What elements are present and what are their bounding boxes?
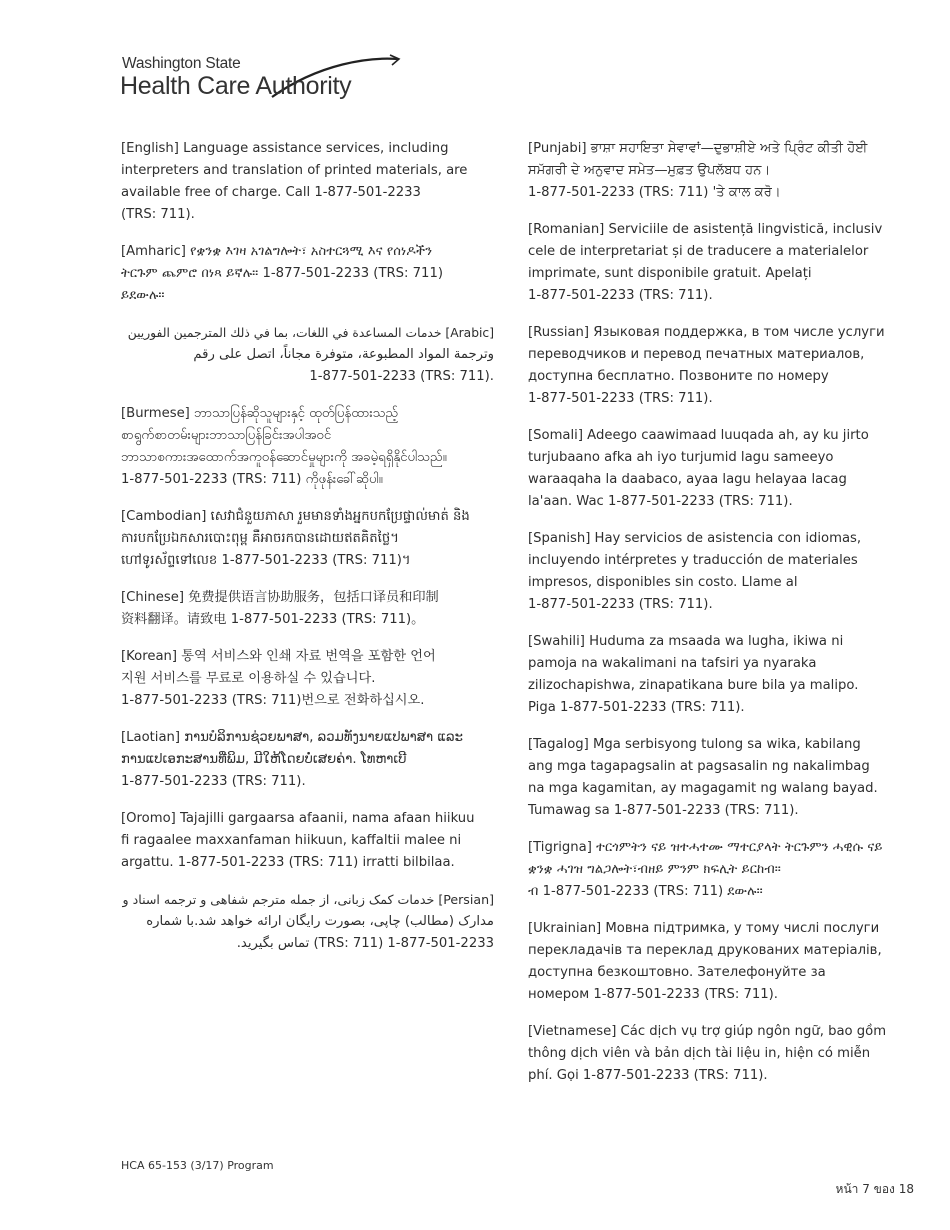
language-notice bbox=[528, 138, 908, 204]
notice-line: ហៅទូរស័ព្ទទៅលេខ 1-877-501-2233 (TRS: 711)។ bbox=[121, 553, 411, 568]
notice-line: [Vietnamese] Các dịch vụ trợ giúp ngôn ngữ, bao gồm bbox=[528, 1024, 887, 1039]
notice-line: (TRS: 711). bbox=[121, 207, 195, 222]
language-notice bbox=[528, 322, 908, 410]
notice-line: [Tigrigna] ተርጎምትን ናይ ዝተሓተሙ ማተርያላት ትርጉምን ሓዊሱ ናይ bbox=[528, 840, 883, 855]
notice-line: imprimate, sunt disponibile gratuit. Apelați bbox=[528, 266, 812, 281]
notice-line: ການແປເອກະສານທີ່ພິມ, ມີໃຫ້ໂດຍບໍ່ເສຍຄ່າ. ໂທຫາເບີ bbox=[121, 752, 407, 767]
notice-line: [Swahili] Huduma za msaada wa lugha, ikiwa ni bbox=[528, 634, 844, 649]
notice-line: pamoja na wakalimani na tafsiri ya nyaraka bbox=[528, 656, 817, 671]
language-notice bbox=[528, 918, 908, 1006]
hca-logo bbox=[120, 53, 420, 113]
language-notice bbox=[121, 506, 494, 572]
notice-line: 1-877-501-2233 (TRS: 711). bbox=[528, 391, 713, 406]
notice-line: [Persian] خدمات کمک زبانی، از جمله مترجم شفاهی و ترجمه اسناد و bbox=[122, 892, 494, 907]
notice-line: Piga 1-877-501-2233 (TRS: 711). bbox=[528, 700, 745, 715]
notice-line: ብ 1-877-501-2233 (TRS: 711) ደውሉ። bbox=[528, 884, 763, 899]
language-notice bbox=[121, 808, 494, 874]
notice-line: доступна безкоштовно. Зателефонуйте за bbox=[528, 965, 826, 980]
notice-line: 1-877-501-2233 (TRS: 711) 'ਤੇ ਕਾਲ ਕਰੋ। bbox=[528, 185, 781, 200]
notice-line: ဘာသာစကားအထောက်အကူဝန်ဆောင်မှုများကို အခမဲ့ရရှိနိုင်ပါသည်။ bbox=[121, 450, 447, 465]
notice-line: fi ragaalee maxxanfaman hiikuun, kaffaltii malee ni bbox=[121, 833, 462, 848]
notice-line: ይደውሉ። bbox=[121, 288, 165, 303]
language-notice bbox=[528, 734, 908, 822]
notice-line: переводчиков и перевод печатных материалов, bbox=[528, 347, 865, 362]
logo-line-2: Health Care Authority bbox=[120, 72, 352, 100]
notice-line: доступна бесплатно. Позвоните по номеру bbox=[528, 369, 829, 384]
language-notice bbox=[121, 403, 494, 491]
notice-line: ਸਮੱਗਰੀ ਦੇ ਅਨੁਵਾਦ ਸਮੇਤ—ਮੁਫ਼ਤ ਉਪਲੱਬਧ ਹਨ। bbox=[528, 163, 771, 178]
notice-line: phí. Gọi 1-877-501-2233 (TRS: 711). bbox=[528, 1068, 768, 1083]
notice-line: zilizochapishwa, zinapatikana bure bila ya malipo. bbox=[528, 678, 859, 693]
notice-line: 资料翻译。请致电 1-877-501-2233 (TRS: 711)。 bbox=[121, 612, 425, 627]
notice-line: [Arabic] خدمات المساعدة في اللغات، بما في ذلك المترجمين الفوريين bbox=[127, 326, 494, 340]
notice-line: 1-877-501-2233 (TRS: 711). bbox=[528, 597, 713, 612]
left-column bbox=[121, 138, 494, 970]
language-notice bbox=[121, 646, 494, 712]
notice-line: 1-877-501-2233 (TRS: 711)번으로 전화하십시오. bbox=[121, 693, 425, 708]
notice-line: [Tagalog] Mga serbisyong tulong sa wika, kabilang bbox=[528, 737, 861, 752]
notice-line: .(TRS: 711) 1-877-501-2233 bbox=[309, 369, 494, 384]
notice-line: 1-877-501-2233 (TRS: 711). bbox=[121, 774, 306, 789]
notice-line: na mga kagamitan, ay magagamit ng walang bayad. bbox=[528, 781, 878, 796]
language-notice bbox=[528, 631, 908, 719]
notice-line: စာရွက်စာတမ်းများဘာသာပြန်ခြင်းအပါအဝင် bbox=[121, 428, 332, 443]
language-notice bbox=[121, 889, 494, 955]
notice-line: [Punjabi] ਭਾਸ਼ਾ ਸਹਾਇਤਾ ਸੇਵਾਵਾਂ—ਦੁਭਾਸ਼ੀਏ ਅਤੇ ਪ੍ਰਿੰਟ ਕੀਤੀ ਹੋਈ bbox=[528, 141, 868, 156]
notice-line: la'aan. Wac 1-877-501-2233 (TRS: 711). bbox=[528, 494, 793, 509]
notice-line: available free of charge. Call 1-877-501-2233 bbox=[121, 185, 421, 200]
notice-line: impresos, disponibles sin costo. Llame al bbox=[528, 575, 798, 590]
notice-line: 지원 서비스를 무료로 이용하실 수 있습니다. bbox=[121, 671, 376, 686]
notice-line: [Korean] 통역 서비스와 인쇄 자료 번역을 포함한 언어 bbox=[121, 649, 436, 664]
notice-line: номером 1-877-501-2233 (TRS: 711). bbox=[528, 987, 778, 1002]
notice-line: [English] Language assistance services, including bbox=[121, 141, 449, 156]
notice-line: перекладачів та переклад друкованих матеріалів, bbox=[528, 943, 882, 958]
notice-line: [Laotian] ການບໍລິການຊ່ວຍພາສາ, ລວມທັງນາຍແປພາສາ ແລະ bbox=[121, 730, 463, 745]
notice-line: thông dịch viên và bản dịch tài liệu in, hiện có miễn bbox=[528, 1046, 871, 1061]
notice-line: [Amharic] የቋንቋ እገዛ አገልግሎት፣ አስተርጓሚ እና የሰነዶችን bbox=[121, 244, 433, 259]
notice-line: argattu. 1-877-501-2233 (TRS: 711) irratti bilbilaa. bbox=[121, 855, 455, 870]
notice-line: [Cambodian] សេវាជំនួយភាសា រួមមានទាំងអ្នកបកប្រែផ្ទាល់មាត់ និង bbox=[121, 509, 470, 524]
language-notice bbox=[528, 528, 908, 616]
notice-line: [Burmese] ဘာသာပြန်ဆိုသူများနှင့် ထုတ်ပြန်ထားသည့် bbox=[121, 406, 399, 421]
language-notice bbox=[528, 1021, 908, 1087]
language-notice bbox=[528, 837, 908, 903]
language-notice bbox=[121, 322, 494, 388]
language-notice bbox=[121, 587, 494, 631]
notice-line: turjubaano afka ah iyo turjumid lagu sameeyo bbox=[528, 450, 834, 465]
notice-line: [Somali] Adeego caawimaad luuqada ah, ay ku jirto bbox=[528, 428, 869, 443]
notice-line: وترجمة المواد المطبوعة، متوفرة مجاناً، اتصل على رقم bbox=[193, 347, 494, 362]
notice-line: [Ukrainian] Мовна підтримка, у тому числі послуги bbox=[528, 921, 880, 936]
language-notice bbox=[121, 138, 494, 226]
notice-line: [Romanian] Serviciile de asistență lingvistică, inclusiv bbox=[528, 222, 883, 237]
page-number: หน้า 7 ของ 18 bbox=[835, 1182, 914, 1196]
logo-line-1: Washington State bbox=[122, 55, 241, 72]
form-number: HCA 65-153 (3/17) Program bbox=[121, 1159, 274, 1172]
notice-line: 1-877-501-2233 (TRS: 711). bbox=[528, 288, 713, 303]
notice-line: incluyendo intérpretes y traducción de materiales bbox=[528, 553, 858, 568]
notice-line: 1-877-501-2233 (TRS: 711) تماس بگیرید. bbox=[236, 936, 494, 951]
notice-line: 1-877-501-2233 (TRS: 711) ကိုဖုန်းခေါ်ဆိုပါ။ bbox=[121, 472, 383, 487]
right-column bbox=[528, 138, 908, 1102]
notice-line: cele de interpretariat și de traducere a materialelor bbox=[528, 244, 869, 259]
notice-line: ቋንቋ ሓገዝ ግልጋሎት፣ብዘይ ምንም ክፍሊት ይርከብ። bbox=[528, 862, 781, 877]
notice-line: waraaqaha la daabaco, ayaa lagu helayaa lacag bbox=[528, 472, 847, 487]
notice-line: interpreters and translation of printed materials, are bbox=[121, 163, 468, 178]
notice-line: [Spanish] Hay servicios de asistencia con idiomas, bbox=[528, 531, 862, 546]
notice-line: [Russian] Языковая поддержка, в том числе услуги bbox=[528, 325, 885, 340]
language-notice bbox=[121, 241, 494, 307]
language-notice bbox=[121, 727, 494, 793]
notice-line: ការបកប្រែឯកសារបោះពុម្ព គឺអាចរកបានដោយឥតគិតថ្លៃ។ bbox=[121, 531, 399, 546]
notice-line: ትርጉም ጨምሮ በነጻ ይኛሉ። 1-877-501-2233 (TRS: 711) bbox=[121, 266, 443, 281]
language-notice bbox=[528, 425, 908, 513]
notice-line: ang mga tagapagsalin at pagsasalin ng nakalimbag bbox=[528, 759, 870, 774]
notice-line: [Oromo] Tajajilli gargaarsa afaanii, nama afaan hiikuu bbox=[121, 811, 475, 826]
notice-line: مدارک (مطالب) چاپی، بصورت رایگان ارائه خواهد شد.با شماره bbox=[146, 914, 494, 929]
notice-line: Tumawag sa 1-877-501-2233 (TRS: 711). bbox=[528, 803, 799, 818]
language-notice bbox=[528, 219, 908, 307]
notice-line: [Chinese] 免费提供语言协助服务，包括口译员和印制 bbox=[121, 590, 439, 605]
